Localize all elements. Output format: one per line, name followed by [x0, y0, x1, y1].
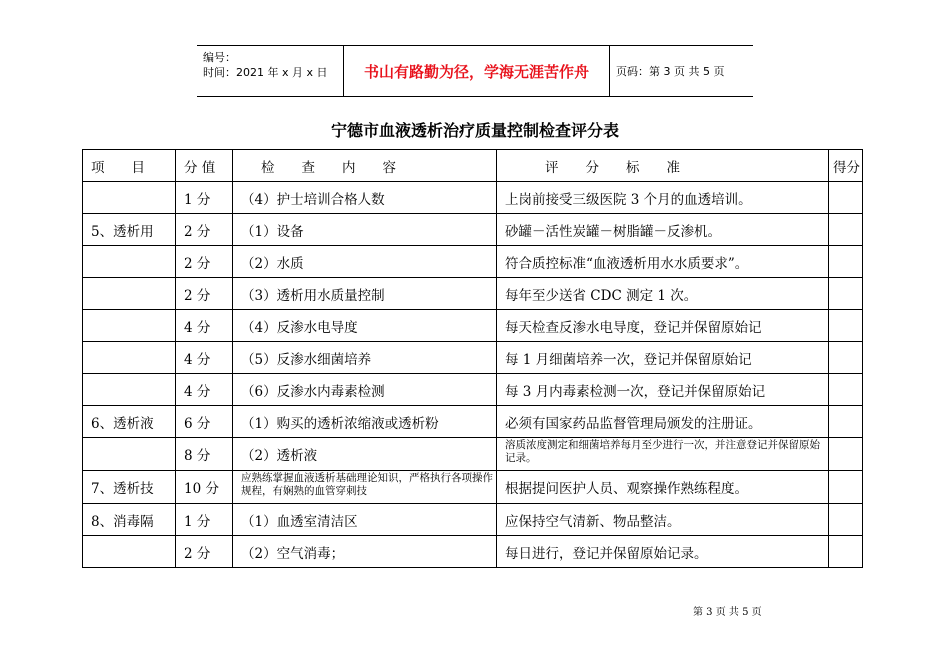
table-row — [83, 246, 863, 278]
cell-standard: 符合质控标准“血液透析用水水质要求”。 — [497, 246, 829, 278]
cell-standard: 每 1 月细菌培养一次，登记并保留原始记 — [497, 342, 829, 374]
col-header-score: 分 值 — [176, 150, 233, 182]
cell-content: （1）血透室清洁区 — [233, 504, 497, 536]
cell-score: 4 分 — [176, 374, 233, 406]
cell-got — [829, 310, 863, 342]
header-page-code: 页码：第 3 页 共 5 页 — [616, 65, 725, 78]
cell-got — [829, 438, 863, 471]
cell-content: （5）反渗水细菌培养 — [233, 342, 497, 374]
table-header-row — [83, 150, 863, 182]
cell-got — [829, 471, 863, 504]
page-title: 宁德市血液透析治疗质量控制检查评分表 — [330, 121, 619, 140]
cell-item: 5、透析用 — [83, 214, 176, 246]
cell-content: （3）透析用水质量控制 — [233, 278, 497, 310]
table-row — [83, 310, 863, 342]
table-row — [83, 278, 863, 310]
time-label: 时间：2021 年 x 月 x 日 — [203, 66, 328, 79]
cell-item — [83, 342, 176, 374]
page-footer: 第 3 页 共 5 页 — [693, 607, 762, 618]
cell-got — [829, 214, 863, 246]
cell-score: 2 分 — [176, 246, 233, 278]
cell-item — [83, 438, 176, 471]
cell-standard: 上岗前接受三级医院 3 个月的血透培训。 — [497, 182, 829, 214]
cell-standard: 每日进行，登记并保留原始记录。 — [497, 536, 829, 568]
cell-score: 1 分 — [176, 182, 233, 214]
page-header — [197, 45, 753, 97]
cell-score: 2 分 — [176, 214, 233, 246]
cell-standard: 溶质浓度测定和细菌培养每月至少进行一次，并注意登记并保留原始记录。 — [497, 438, 829, 471]
col-header-standard: 评 分 标 准 — [497, 150, 829, 182]
cell-content: （2）透析液 — [233, 438, 497, 471]
col-header-content: 检 查 内 容 — [233, 150, 497, 182]
cell-score: 10 分 — [176, 471, 233, 504]
cell-item — [83, 246, 176, 278]
cell-got — [829, 536, 863, 568]
cell-item: 8、消毒隔 — [83, 504, 176, 536]
table-row — [83, 504, 863, 536]
cell-score: 6 分 — [176, 406, 233, 438]
cell-standard: 每天检查反渗水电导度，登记并保留原始记 — [497, 310, 829, 342]
cell-standard: 砂罐－活性炭罐－树脂罐－反渗机。 — [497, 214, 829, 246]
cell-standard: 根据提问医护人员、观察操作熟练程度。 — [497, 471, 829, 504]
cell-content: （1）设备 — [233, 214, 497, 246]
cell-score: 4 分 — [176, 310, 233, 342]
cell-got — [829, 406, 863, 438]
cell-item — [83, 278, 176, 310]
header-motto: 书山有路勤为径，学海无涯苦作舟 — [344, 46, 610, 96]
table-row — [83, 214, 863, 246]
col-header-item: 项 目 — [83, 150, 176, 182]
cell-content: （4）反渗水电导度 — [233, 310, 497, 342]
cell-item: 7、透析技 — [83, 471, 176, 504]
cell-standard: 每 3 月内毒素检测一次，登记并保留原始记 — [497, 374, 829, 406]
table-row — [83, 342, 863, 374]
cell-item — [83, 310, 176, 342]
cell-score: 2 分 — [176, 536, 233, 568]
cell-got — [829, 278, 863, 310]
cell-got — [829, 374, 863, 406]
score-table — [82, 149, 863, 568]
cell-item — [83, 536, 176, 568]
table-row — [83, 182, 863, 214]
col-header-got: 得分 — [829, 150, 863, 182]
cell-content: （6）反渗水内毒素检测 — [233, 374, 497, 406]
cell-item — [83, 374, 176, 406]
cell-content: （2）水质 — [233, 246, 497, 278]
cell-item — [83, 182, 176, 214]
cell-content: （2）空气消毒； — [233, 536, 497, 568]
cell-score: 1 分 — [176, 504, 233, 536]
table-row — [83, 471, 863, 504]
number-label: 编号： — [203, 51, 236, 64]
cell-content: （1）购买的透析浓缩液或透析粉 — [233, 406, 497, 438]
cell-score: 8 分 — [176, 438, 233, 471]
cell-got — [829, 182, 863, 214]
cell-standard: 应保持空气清新、物品整洁。 — [497, 504, 829, 536]
cell-standard: 必须有国家药品监督管理局颁发的注册证。 — [497, 406, 829, 438]
cell-item: 6、透析液 — [83, 406, 176, 438]
table-row — [83, 374, 863, 406]
cell-content: 应熟练掌握血液透析基础理论知识，严格执行各项操作规程，有娴熟的血管穿刺技 — [233, 471, 497, 504]
header-meta — [197, 46, 344, 96]
cell-score: 2 分 — [176, 278, 233, 310]
cell-got — [829, 504, 863, 536]
table-row — [83, 406, 863, 438]
cell-content: （4）护士培训合格人数 — [233, 182, 497, 214]
cell-score: 4 分 — [176, 342, 233, 374]
table-row — [83, 438, 863, 471]
table-row — [83, 536, 863, 568]
cell-standard: 每年至少送省 CDC 测定 1 次。 — [497, 278, 829, 310]
cell-got — [829, 246, 863, 278]
cell-got — [829, 342, 863, 374]
